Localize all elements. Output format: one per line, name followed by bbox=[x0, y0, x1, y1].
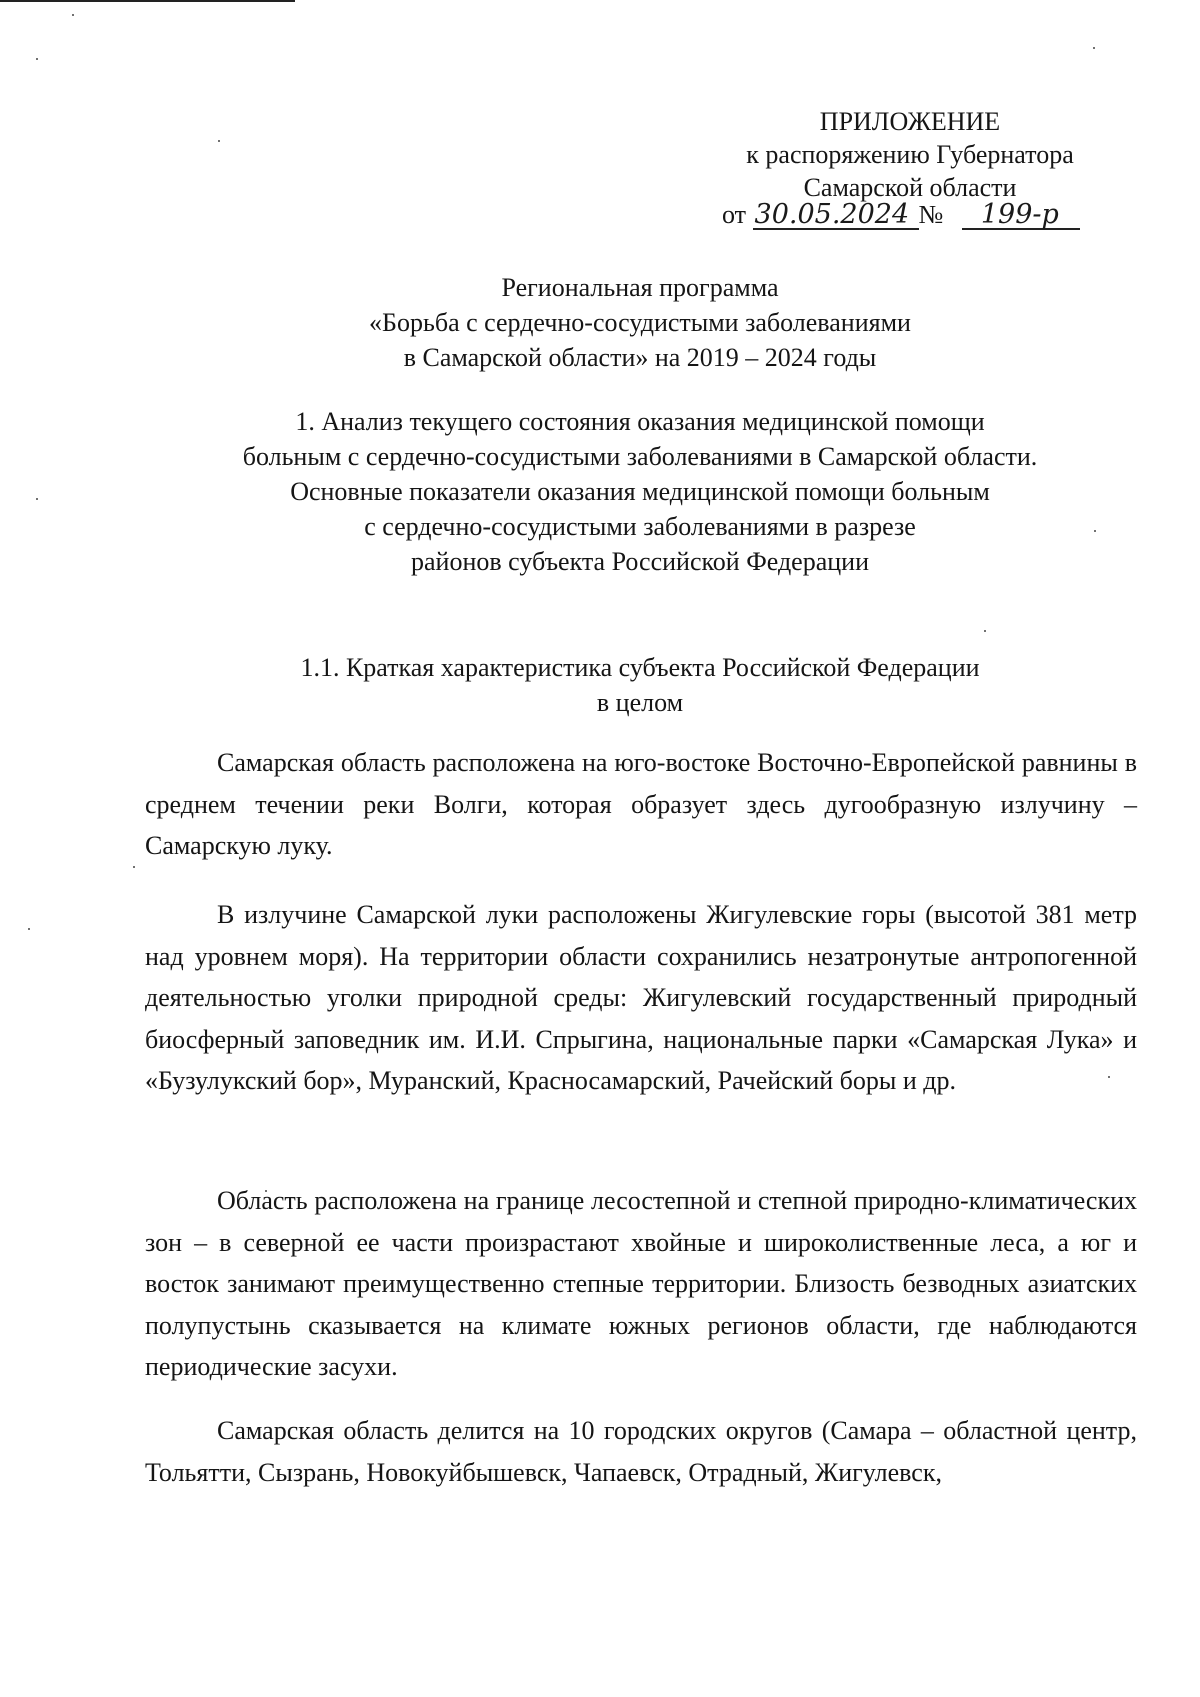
body-paragraph: Область расположена на границе лесостепной и степной природно-климатических зон – в северной ее части произрастают хвойные и широколиственные леса, а юг и восток занимают преимущественно степные территории. Близость безводных азиатских полупустынь сказывается на климате южных регионов области, где наблюдаются периодические засухи. bbox=[145, 1186, 1137, 1382]
from-label: от bbox=[722, 200, 747, 229]
scan-speck bbox=[1093, 47, 1095, 49]
scan-speck bbox=[72, 14, 74, 16]
program-title-line: в Самарской области» на 2019 – 2024 годы bbox=[403, 343, 877, 372]
decree-date-number-row bbox=[722, 198, 1080, 231]
scan-speck bbox=[36, 498, 38, 500]
program-title bbox=[140, 270, 1140, 375]
section-1-heading bbox=[140, 404, 1140, 579]
scan-speck bbox=[28, 928, 30, 930]
program-title-line: Региональная программа bbox=[501, 273, 779, 302]
attachment-region-line: Самарской области bbox=[803, 173, 1017, 202]
body-paragraph: Самарская область расположена на юго-востоке Восточно-Европейской равнины в среднем течении реки Волги, которая образует здесь дугообразную излучину – Самарскую луку. bbox=[145, 748, 1137, 861]
scan-speck bbox=[218, 140, 220, 142]
section-heading-line: Основные показатели оказания медицинской помощи больным bbox=[290, 477, 990, 506]
attachment-decree-line: к распоряжению Губернатора bbox=[746, 140, 1074, 169]
section-1-1-heading bbox=[140, 650, 1140, 720]
section-heading-line: в целом bbox=[596, 688, 684, 717]
scan-speck bbox=[984, 630, 986, 632]
scan-speck bbox=[133, 866, 135, 868]
section-heading-line: 1. Анализ текущего состояния оказания медицинской помощи bbox=[295, 407, 985, 436]
section-heading-line: больным с сердечно-сосудистыми заболеваниями в Самарской области. bbox=[242, 442, 1038, 471]
scan-edge-mark bbox=[0, 0, 295, 2]
program-title-line: «Борьба с сердечно-сосудистыми заболеваниями bbox=[369, 308, 911, 337]
attachment-title: ПРИЛОЖЕНИЕ bbox=[819, 107, 1001, 136]
handwritten-number: 199-р bbox=[962, 202, 1080, 230]
attachment-header bbox=[680, 105, 1140, 204]
section-heading-line: районов субъекта Российской Федерации bbox=[411, 547, 869, 576]
section-heading-line: с сердечно-сосудистыми заболеваниями в разрезе bbox=[364, 512, 916, 541]
body-paragraph: В излучине Самарской луки расположены Жигулевские горы (высотой 381 метр над уровнем моря). На территории области сохранились незатронутые антропогенной деятельностью уголки природной среды: Жигулевский государственный природный биосферный заповедник им. И.И. Спрыгина, национальные парки «Самарская Лука» и «Бузулукский бор», Муранский, Красносамарский, Рачейский боры и др. bbox=[145, 900, 1137, 1096]
body-paragraph: Самарская область делится на 10 городских округов (Самара – областной центр, Тольятти, Сызрань, Новокуйбышевск, Чапаевск, Отрадный, Жигулевск, bbox=[145, 1416, 1137, 1487]
number-label: № bbox=[918, 200, 944, 229]
handwritten-date: 30.05.2024 bbox=[753, 202, 919, 230]
scan-speck bbox=[36, 58, 38, 60]
section-heading-line: 1.1. Краткая характеристика субъекта Российской Федерации bbox=[300, 653, 980, 682]
